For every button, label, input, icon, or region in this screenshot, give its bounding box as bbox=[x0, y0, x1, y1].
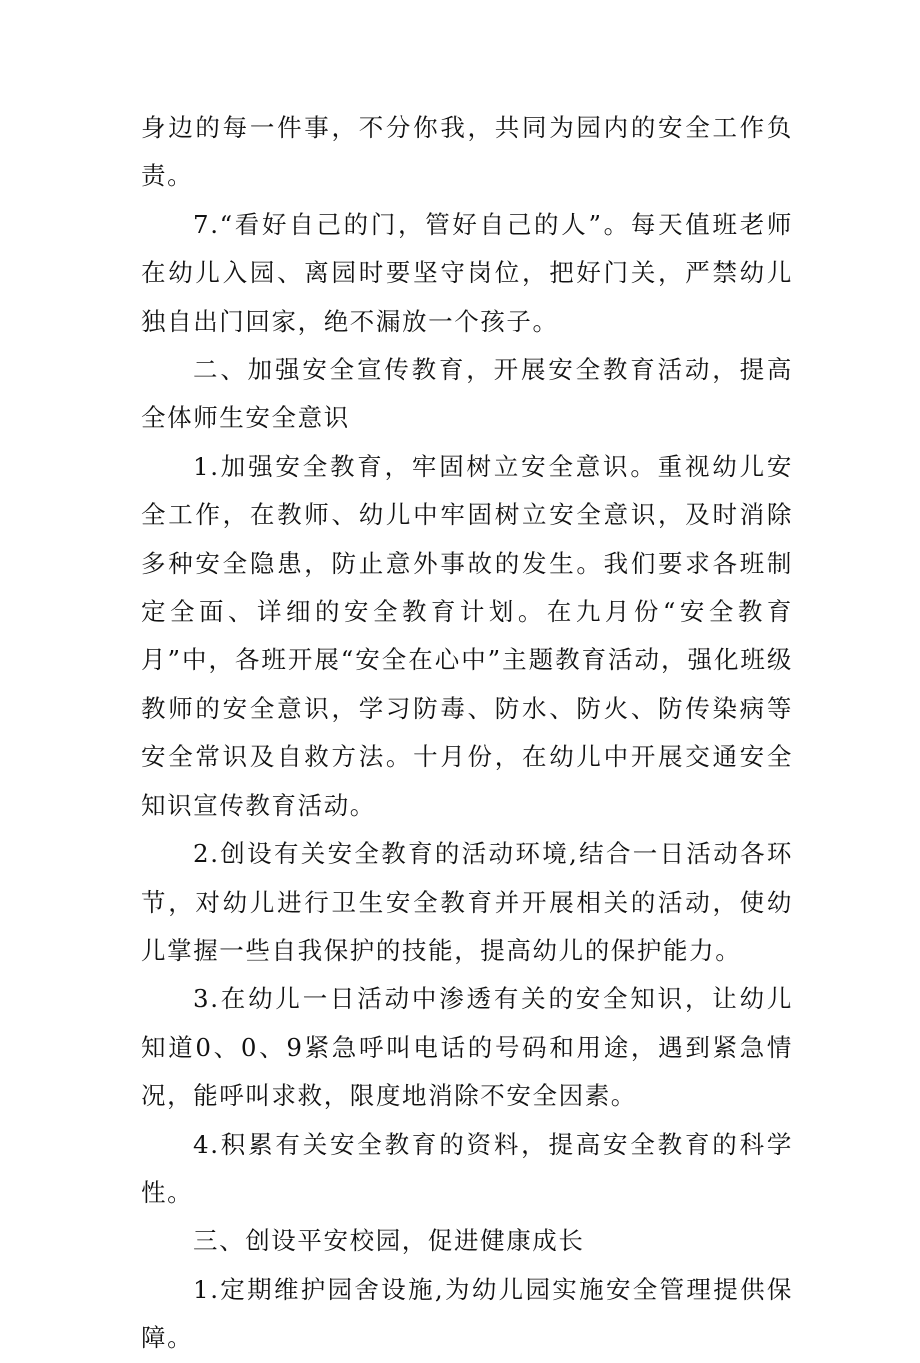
paragraph-item-1: 1.加强安全教育，牢固树立安全意识。重视幼儿安全工作，在教师、幼儿中牢固树立安全意识，及时消除多种安全隐患，防止意外事故的发生。我们要求各班制定全面、详细的安全教育计划。在九月份“安全教育月”中，各班开展“安全在心中”主题教育活动，强化班级教师的安全意识，学习防毒、防水、防火、防传染病等安全常识及自救方法。十月份，在幼儿中开展交通安全知识宣传教育活动。 bbox=[141, 451, 793, 820]
paragraph-item-7: 7.“看好自己的门，管好自己的人”。每天值班老师在幼儿入园、离园时要坚守岗位，把好门关，严禁幼儿独自出门回家，绝不漏放一个孩子。 bbox=[141, 209, 793, 336]
paragraph-item-2: 2.创设有关安全教育的活动环境,结合一日活动各环节，对幼儿进行卫生安全教育并开展相关的活动，使幼儿掌握一些自我保护的技能，提高幼儿的保护能力。 bbox=[141, 839, 793, 965]
paragraph-item-1-section-3: 1.定期维护园舍设施,为幼儿园实施安全管理提供保障。 bbox=[141, 1274, 793, 1353]
section-heading-2: 二、加强安全宣传教育，开展安全教育活动，提高全体师生安全意识 bbox=[141, 355, 793, 433]
paragraph-item-3: 3.在幼儿一日活动中渗透有关的安全知识，让幼儿知道0、0、9紧急呼叫电话的号码和用途，遇到紧急情况，能呼叫求救，限度地消除不安全因素。 bbox=[141, 984, 793, 1111]
paragraph-continuation: 身边的每一件事，不分你我，共同为园内的安全工作负责。 bbox=[141, 113, 793, 191]
paragraph-item-4: 4.积累有关安全教育的资料，提高安全教育的科学性。 bbox=[141, 1129, 793, 1207]
section-heading-3: 三、创设平安校园，促进健康成长 bbox=[193, 1226, 585, 1256]
document-body bbox=[141, 104, 793, 1363]
